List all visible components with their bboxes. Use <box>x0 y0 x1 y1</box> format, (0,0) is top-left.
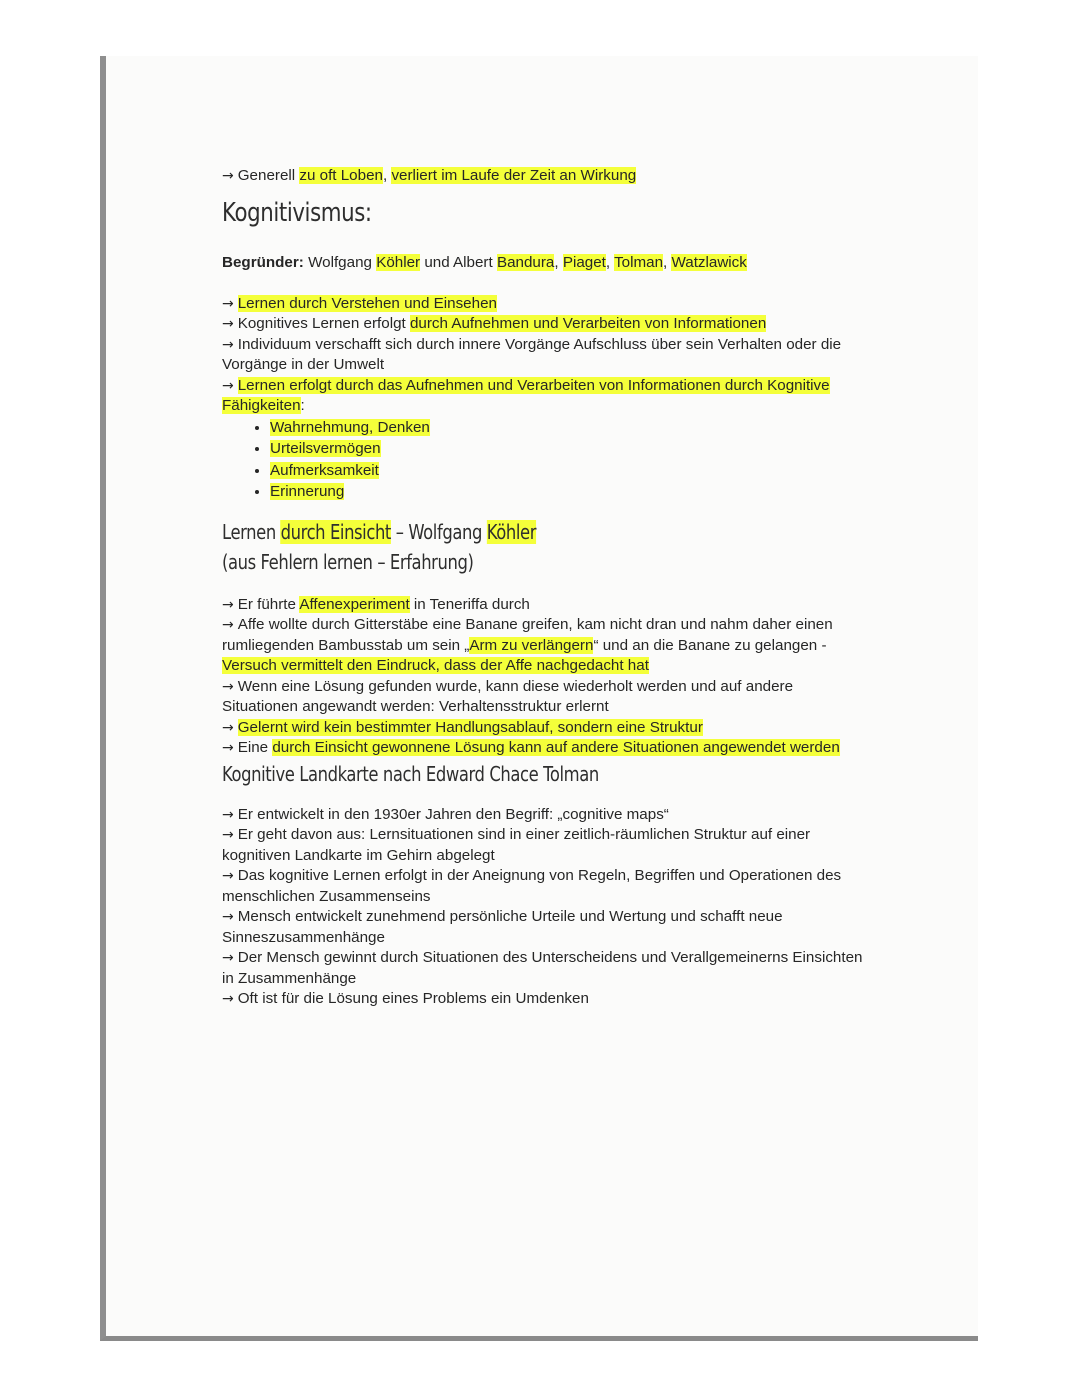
arrow-icon: → <box>222 909 234 925</box>
point-3: → Individuum verschafft sich durch innere Vorgänge Aufschluss über sein Verhalten oder die Vorgänge in der Umwelt <box>222 335 842 373</box>
highlight: zu oft Loben <box>299 167 383 184</box>
abilities-list <box>222 417 872 503</box>
section-heading-koehler: Lernen durch Einsicht – Wolfgang Köhler <box>222 519 537 544</box>
founders-line: Begründer: Wolfgang Köhler und Albert Bandura, Piaget, Tolman, Watzlawick <box>222 254 747 271</box>
koehler-line-1: → Er führte Affenexperiment in Teneriffa durch <box>222 595 530 613</box>
koehler-line-2: → Affe wollte durch Gitterstäbe eine Banane greifen, kam nicht dran und nahm daher einen rumliegenden Bambusstab um sein „Arm zu verlängern“ und an die Banane zu gelangen - Versuch vermittelt den Eindruck, dass der Affe nachgedacht hat <box>222 616 833 674</box>
arrow-icon: → <box>222 316 234 332</box>
koehler-line-5: → Eine durch Einsicht gewonnene Lösung kann auf andere Situationen angewendet werden <box>222 739 840 756</box>
document-content <box>222 166 872 1010</box>
koehler-line-4: → Gelernt wird kein bestimmter Handlungsablauf, sondern eine Struktur <box>222 718 703 736</box>
arrow-icon: → <box>222 377 234 394</box>
arrow-icon: → <box>222 617 234 633</box>
list-item: • Wahrnehmung, Denken <box>270 417 872 439</box>
arrow-icon: → <box>222 295 234 312</box>
arrow-icon: → <box>222 596 234 613</box>
tolman-line: → Der Mensch gewinnt durch Situationen des Unterscheidens und Verallgemeinerns Einsichten in Zusammenhänge <box>222 949 863 987</box>
arrow-icon: → <box>222 336 234 353</box>
section-heading-tolman: Kognitive Landkarte nach Edward Chace Tolman <box>222 761 599 786</box>
arrow-icon: → <box>222 678 234 695</box>
tolman-line: → Er entwickelt in den 1930er Jahren den Begriff: „cognitive maps“ <box>222 805 669 823</box>
intro-line: → Generell zu oft Loben, verliert im Laufe der Zeit an Wirkung <box>222 167 637 184</box>
point-4: → Lernen erfolgt durch das Aufnehmen und Verarbeiten von Informationen durch Kognitive Fähigkeiten: <box>222 376 830 414</box>
arrow-icon: → <box>222 168 234 184</box>
point-1: → Lernen durch Verstehen und Einsehen <box>222 294 497 312</box>
arrow-icon: → <box>222 740 234 756</box>
list-item: • Urteilsvermögen <box>270 438 872 460</box>
arrow-icon: → <box>222 719 234 736</box>
arrow-icon: → <box>222 827 234 843</box>
tolman-line: → Er geht davon aus: Lernsituationen sind in einer zeitlich-räumlichen Struktur auf einer kognitiven Landkarte im Gehirn abgelegt <box>222 826 811 864</box>
list-item: • Erinnerung <box>270 481 872 503</box>
page-title: Kognitivismus: <box>222 197 372 228</box>
highlight: verliert im Laufe der Zeit an Wirkung <box>391 167 637 184</box>
point-2: → Kognitives Lernen erfolgt durch Aufnehmen und Verarbeiten von Informationen <box>222 315 767 332</box>
arrow-icon: → <box>222 950 234 966</box>
arrow-icon: → <box>222 868 234 884</box>
tolman-line: → Das kognitive Lernen erfolgt in der Aneignung von Regeln, Begriffen und Operationen des menschlichen Zusammenseins <box>222 867 842 905</box>
tolman-line: → Mensch entwickelt zunehmend persönliche Urteile und Wertung und schafft neue Sinneszusammenhänge <box>222 908 783 946</box>
arrow-icon: → <box>222 806 234 823</box>
list-item: • Aufmerksamkeit <box>270 460 872 482</box>
koehler-line-3: → Wenn eine Lösung gefunden wurde, kann diese wiederholt werden und auf andere Situationen angewandt werden: Verhaltensstruktur erlernt <box>222 677 794 715</box>
tolman-line: → Oft ist für die Lösung eines Problems ein Umdenken <box>222 990 589 1007</box>
section-subheading: (aus Fehlern lernen – Erfahrung) <box>222 549 474 574</box>
arrow-icon: → <box>222 991 234 1007</box>
